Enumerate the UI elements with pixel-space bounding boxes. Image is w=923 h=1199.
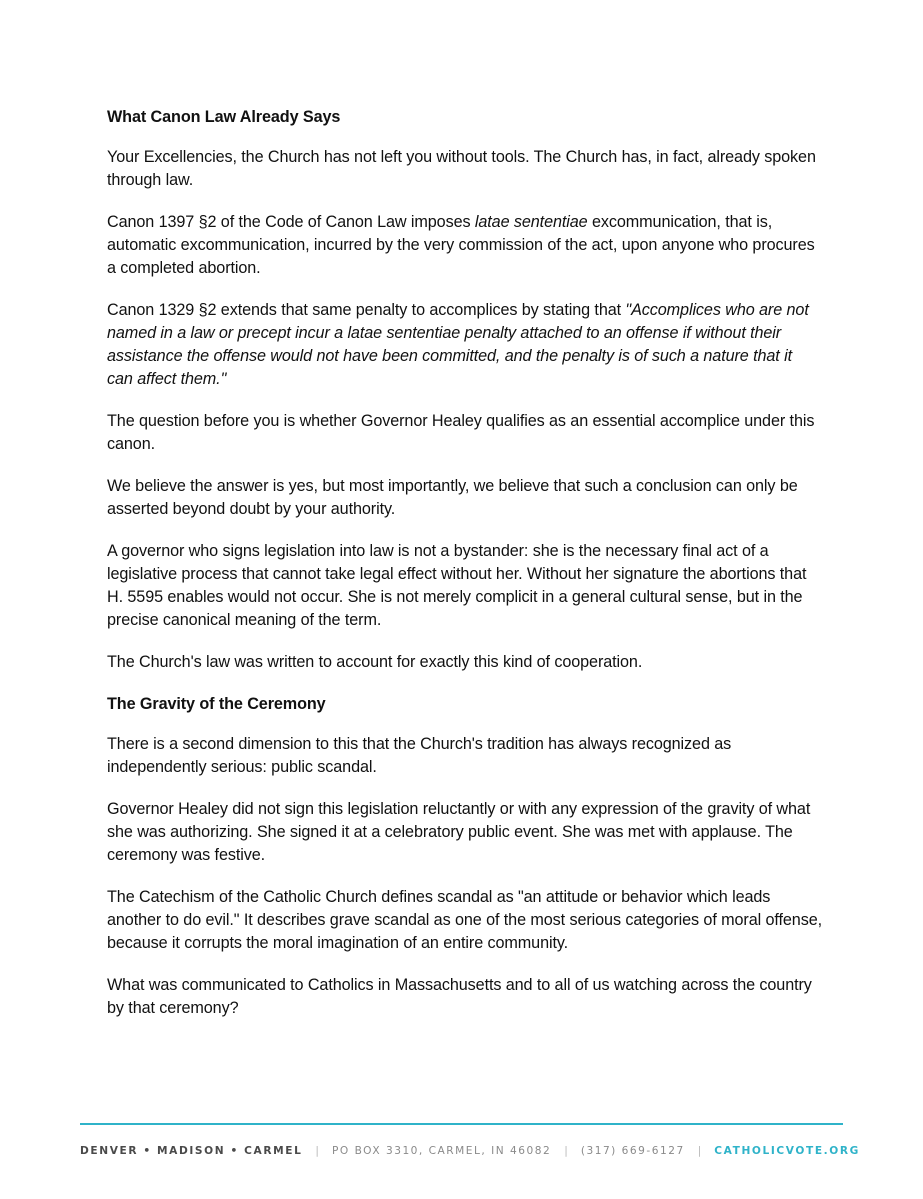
letter-body	[107, 106, 822, 1039]
paragraph-catechism: The Catechism of the Catholic Church defines scandal as "an attitude or behavior which leads another to do evil." It describes grave scandal as one of the most serious categories of moral offense, because it corrupts the moral imagination of an entire community.	[107, 888, 822, 952]
paragraph-ceremony: Governor Healey did not sign this legislation reluctantly or with any expression of the gravity of what she was authorizing. She signed it at a celebratory public event. She was met with applause. The ceremony was festive.	[107, 800, 811, 864]
paragraph-canon-1397-text-start: Canon 1397 §2 of the Code of Canon Law imposes	[107, 213, 475, 231]
footer-divider	[80, 1123, 843, 1125]
paragraph-answer: We believe the answer is yes, but most importantly, we believe that such a conclusion can only be asserted beyond doubt by your authority.	[107, 477, 798, 518]
section-heading-gravity: The Gravity of the Ceremony	[107, 695, 326, 713]
paragraph-question: The question before you is whether Governor Healey qualifies as an essential accomplice under this canon.	[107, 412, 815, 453]
paragraph-cooperation: The Church's law was written to account for exactly this kind of cooperation.	[107, 653, 643, 671]
canon-1329-quotation: "Accomplices who are not named in a law or precept incur a latae sententiae penalty attached to an offense if without their assistance the offense would not have been committed, and the penalty is of such a nature that it can affect them."	[107, 301, 809, 388]
paragraph-public-scandal: There is a second dimension to this that the Church's tradition has always recognized as independently serious: public scandal.	[107, 735, 732, 776]
paragraph-canon-1329	[107, 299, 822, 391]
section-heading-canon-law: What Canon Law Already Says	[107, 108, 341, 126]
footer-address: PO BOX 3310, CARMEL, IN 46082	[332, 1145, 552, 1157]
paragraph-governor: A governor who signs legislation into law is not a bystander: she is the necessary final act of a legislative process that cannot take legal effect without her. Without her signature the abortions that H. 5595 enables would not occur. She is not merely complicit in a general cultural sense, but in the precise canonical meaning of the term.	[107, 542, 807, 629]
footer-separator: |	[315, 1145, 319, 1157]
paragraph-tools: Your Excellencies, the Church has not left you without tools. The Church has, in fact, already spoken through law.	[107, 148, 816, 189]
paragraph-canon-1397	[107, 211, 822, 280]
footer-cities: DENVER • MADISON • CARMEL	[80, 1145, 303, 1157]
footer-phone: (317) 669-6127	[580, 1145, 685, 1157]
paragraph-closing-question: What was communicated to Catholics in Massachusetts and to all of us watching across the country by that ceremony?	[107, 976, 812, 1017]
latae-sententiae-term: latae sententiae	[474, 213, 588, 231]
paragraph-canon-1329-text: Canon 1329 §2 extends that same penalty to accomplices by stating that	[107, 301, 626, 319]
footer-separator: |	[697, 1145, 702, 1157]
footer	[80, 1143, 860, 1159]
footer-website: CATHOLICVOTE.ORG	[714, 1145, 860, 1157]
paragraph-canon-1397-text-end: excommunication, that is, automatic excommunication, incurred by the very commission of the act, upon anyone who procures a completed abortion.	[107, 213, 815, 277]
footer-separator: |	[564, 1145, 568, 1157]
